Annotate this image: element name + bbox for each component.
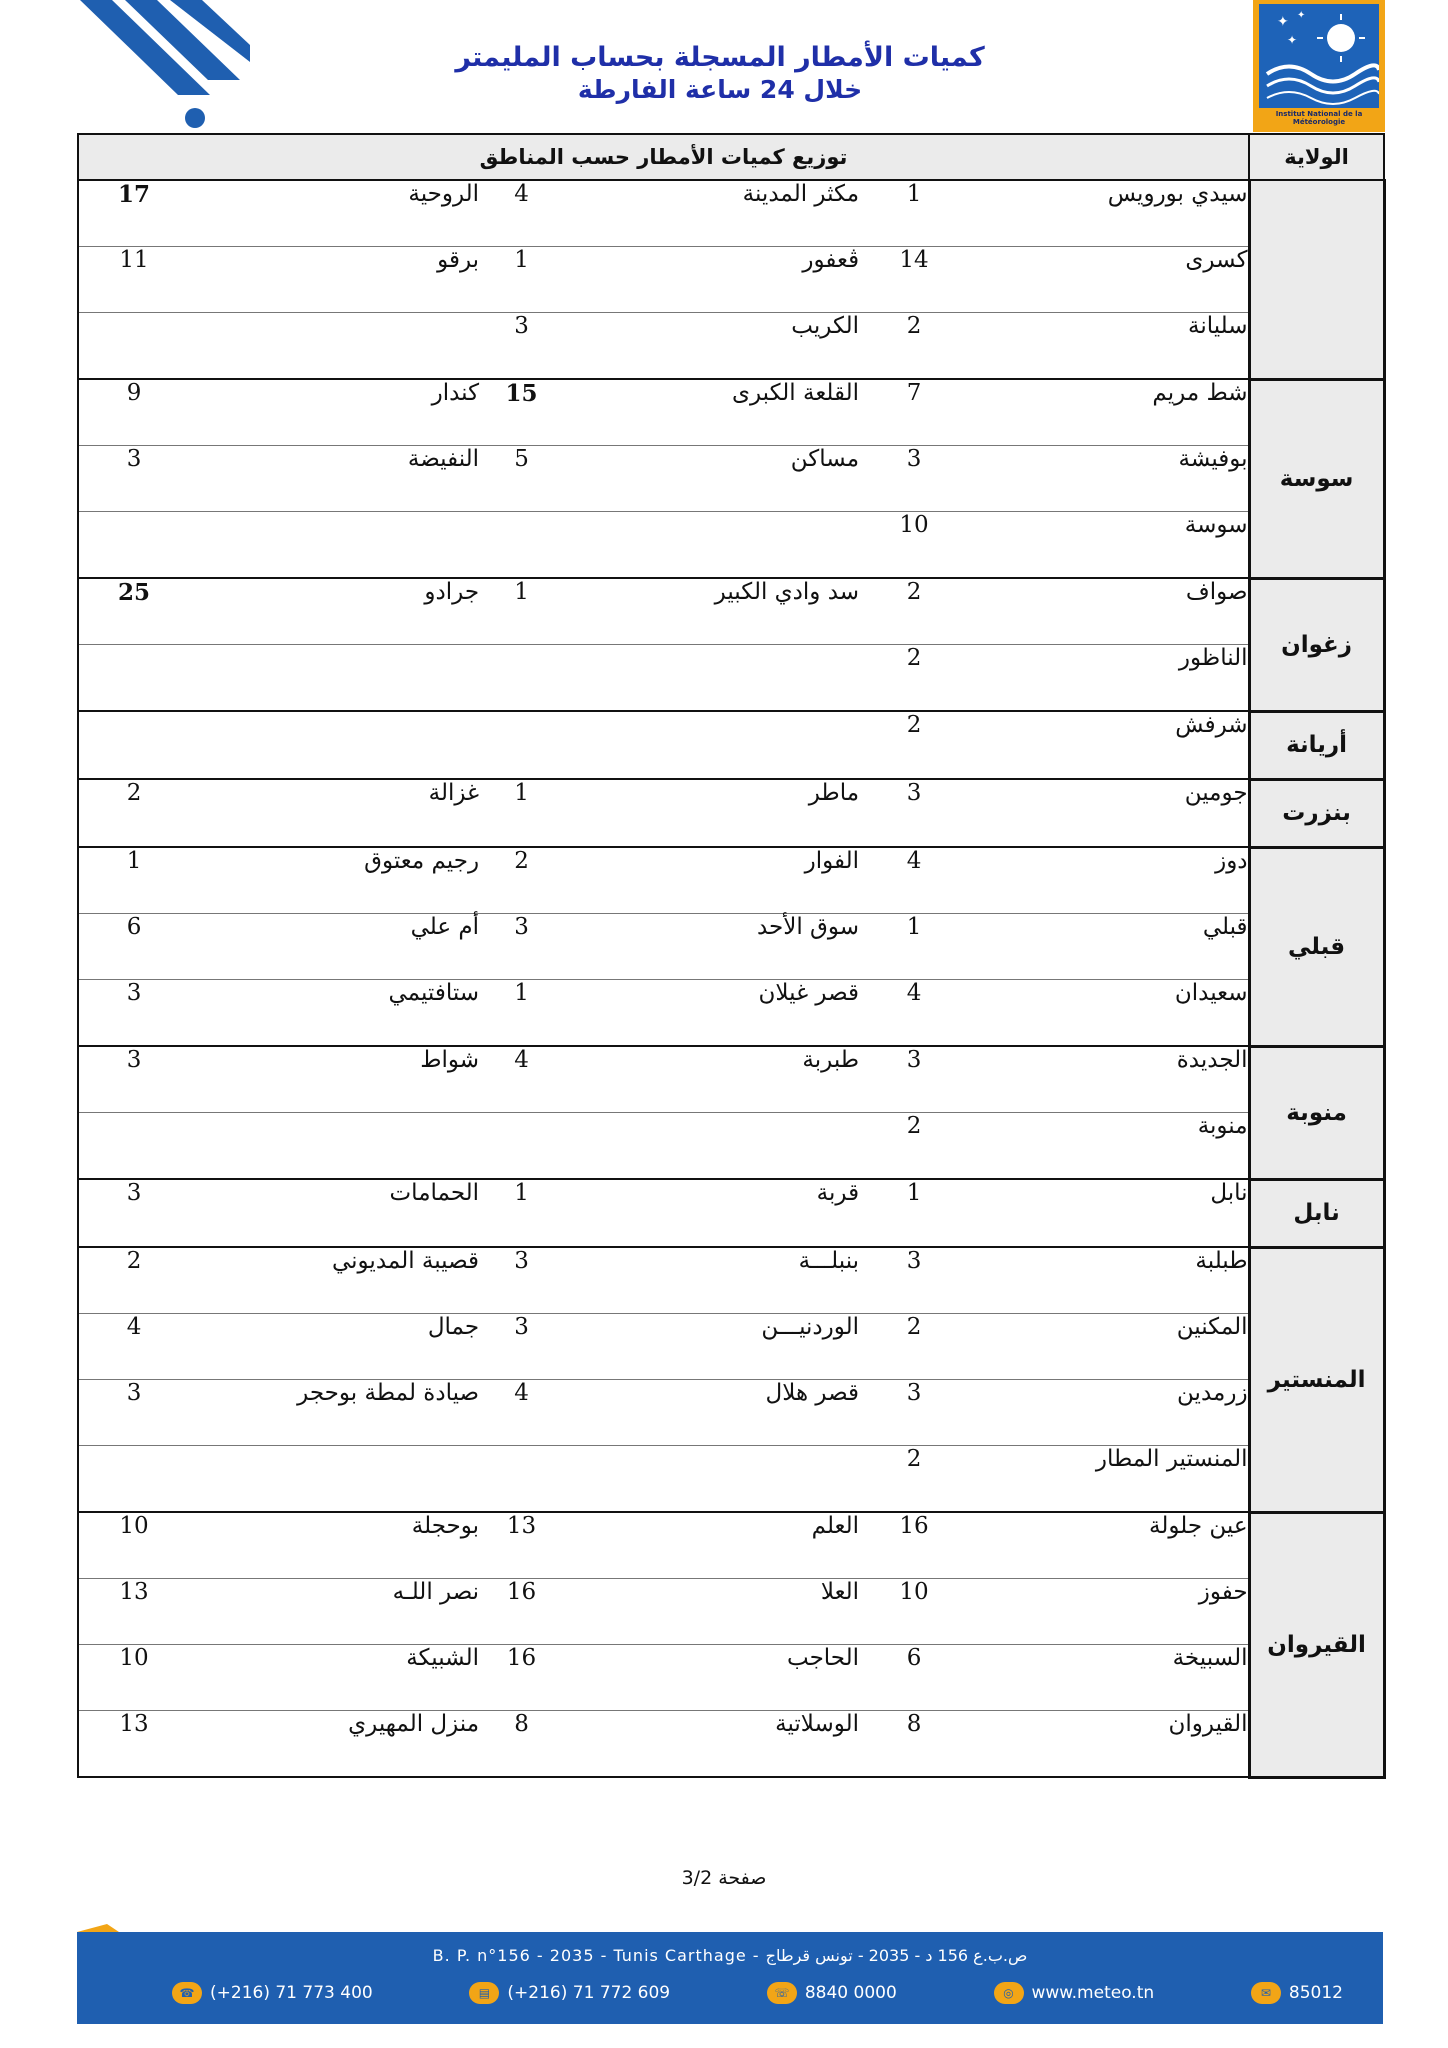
svg-text:✦: ✦ — [1277, 14, 1289, 30]
footer-contact-text: 85012 — [1288, 1983, 1343, 2003]
rainfall-value: 1 — [78, 847, 189, 914]
rainfall-value: 17 — [78, 180, 189, 247]
rainfall-value: 7 — [859, 379, 969, 446]
footer-contact — [994, 1982, 1155, 2004]
station-name: منوبة — [969, 1113, 1249, 1180]
station-name: ڤعفور — [564, 247, 859, 313]
station-name: جمال — [189, 1314, 479, 1380]
station-name: شرفش — [969, 711, 1249, 779]
hotline-icon: ☏ — [767, 1982, 797, 2004]
station-name: قصر غيلان — [564, 980, 859, 1047]
rainfall-value: 2 — [859, 1314, 969, 1380]
table-row — [78, 1113, 1384, 1180]
station-name: المنستير المطار — [969, 1446, 1249, 1513]
inm-logo — [1253, 0, 1385, 132]
station-name — [189, 645, 479, 712]
station-name: دوز — [969, 847, 1249, 914]
station-name: بوفيشة — [969, 446, 1249, 512]
region-cell: سوسة — [1249, 379, 1384, 578]
rainfall-table — [77, 133, 1386, 1779]
station-name: قبلي — [969, 914, 1249, 980]
station-name: جرادو — [189, 578, 479, 645]
table-row — [78, 779, 1384, 847]
footer-contact — [1251, 1982, 1343, 2004]
station-name: الوسلاتية — [564, 1711, 859, 1778]
station-name: المكنين — [969, 1314, 1249, 1380]
station-name: قربة — [564, 1179, 859, 1247]
table-row — [78, 847, 1384, 914]
table-row — [78, 1046, 1384, 1113]
table-row — [78, 711, 1384, 779]
station-name: حفوز — [969, 1579, 1249, 1645]
rainfall-value: 2 — [859, 711, 969, 779]
station-name: عين جلولة — [969, 1512, 1249, 1579]
table-row — [78, 180, 1384, 247]
rainfall-value: 4 — [479, 1046, 564, 1113]
station-name: الحاجب — [564, 1645, 859, 1711]
region-cell: نابل — [1249, 1179, 1384, 1247]
rainfall-value: 13 — [479, 1512, 564, 1579]
station-name: ستافتيمي — [189, 980, 479, 1047]
rainfall-value — [78, 512, 189, 579]
station-name: سوق الأحد — [564, 914, 859, 980]
footer-bar — [77, 1932, 1383, 2024]
rainfall-value: 4 — [479, 1380, 564, 1446]
station-name: جومين — [969, 779, 1249, 847]
station-name: سليانة — [969, 313, 1249, 380]
region-cell: القيروان — [1249, 1512, 1384, 1777]
region-cell: زغوان — [1249, 578, 1384, 711]
footer-contact-text: (+216) 71 773 400 — [210, 1983, 373, 2003]
rainfall-value: 1 — [479, 980, 564, 1047]
station-name: شط مريم — [969, 379, 1249, 446]
svg-text:✦: ✦ — [1287, 33, 1298, 47]
fax-icon: ▤ — [469, 1982, 499, 2004]
table-row — [78, 512, 1384, 579]
station-name: الجديدة — [969, 1046, 1249, 1113]
station-name: العلا — [564, 1579, 859, 1645]
footer-contacts — [172, 1982, 1343, 2004]
station-name: النفيضة — [189, 446, 479, 512]
station-name: قصر هلال — [564, 1380, 859, 1446]
rainfall-value: 3 — [479, 914, 564, 980]
table-row — [78, 1446, 1384, 1513]
region-cell — [1249, 180, 1384, 379]
stripes-logo-icon — [70, 0, 250, 135]
station-name: صواف — [969, 578, 1249, 645]
table-row — [78, 1179, 1384, 1247]
rainfall-value: 1 — [479, 779, 564, 847]
rainfall-value: 6 — [78, 914, 189, 980]
region-cell: المنستير — [1249, 1247, 1384, 1512]
rainfall-value: 25 — [78, 578, 189, 645]
table-row — [78, 980, 1384, 1047]
header-region: الولاية — [1249, 134, 1384, 180]
station-name: أم علي — [189, 914, 479, 980]
station-name: طبربة — [564, 1046, 859, 1113]
rainfall-value: 2 — [78, 779, 189, 847]
table-row — [78, 914, 1384, 980]
station-name: سعيدان — [969, 980, 1249, 1047]
station-name: كسرى — [969, 247, 1249, 313]
rainfall-value: 1 — [859, 180, 969, 247]
station-name: الكريب — [564, 313, 859, 380]
rainfall-value — [78, 313, 189, 380]
station-name: القلعة الكبرى — [564, 379, 859, 446]
rainfall-value — [479, 711, 564, 779]
region-cell: بنزرت — [1249, 779, 1384, 847]
rainfall-value: 16 — [479, 1645, 564, 1711]
footer-contact-text: (+216) 71 772 609 — [507, 1983, 671, 2003]
rainfall-value: 15 — [479, 379, 564, 446]
rainfall-value: 3 — [78, 1179, 189, 1247]
rainfall-value: 4 — [479, 180, 564, 247]
rainfall-value: 6 — [859, 1645, 969, 1711]
station-name: الوردنيـــن — [564, 1314, 859, 1380]
rainfall-value: 2 — [479, 847, 564, 914]
station-name: ماطر — [564, 779, 859, 847]
station-name: القيروان — [969, 1711, 1249, 1778]
table-row — [78, 578, 1384, 645]
station-name: السبيخة — [969, 1645, 1249, 1711]
rainfall-value: 16 — [859, 1512, 969, 1579]
table-row — [78, 645, 1384, 712]
region-cell: منوبة — [1249, 1046, 1384, 1179]
rainfall-value: 3 — [78, 1046, 189, 1113]
svg-text:✦: ✦ — [1297, 10, 1306, 21]
footer-contact — [469, 1982, 670, 2004]
rainfall-value: 8 — [859, 1711, 969, 1778]
footer-contact-text[interactable]: www.meteo.tn — [1031, 1983, 1155, 2003]
document-title: كميات الأمطار المسجلة بحساب المليمتر — [455, 42, 985, 73]
station-name — [189, 512, 479, 579]
rainfall-value: 1 — [859, 1179, 969, 1247]
rainfall-value: 10 — [859, 1579, 969, 1645]
rainfall-value: 3 — [859, 446, 969, 512]
table-row — [78, 1380, 1384, 1446]
rainfall-value: 3 — [859, 779, 969, 847]
rainfall-value: 13 — [78, 1579, 189, 1645]
rainfall-value: 3 — [78, 446, 189, 512]
rainfall-value: 1 — [859, 914, 969, 980]
rainfall-value: 3 — [479, 1314, 564, 1380]
rainfall-value — [78, 711, 189, 779]
table-row — [78, 1645, 1384, 1711]
rainfall-value: 1 — [479, 578, 564, 645]
rainfall-value: 10 — [859, 512, 969, 579]
table-row — [78, 446, 1384, 512]
station-name: برقو — [189, 247, 479, 313]
rainfall-value: 2 — [859, 1113, 969, 1180]
station-name: بنبلـــة — [564, 1247, 859, 1314]
rainfall-value: 8 — [479, 1711, 564, 1778]
station-name: الحمامات — [189, 1179, 479, 1247]
rainfall-value: 3 — [479, 313, 564, 380]
rainfall-value: 16 — [479, 1579, 564, 1645]
sun-waves-icon — [1259, 4, 1379, 108]
station-name — [564, 1446, 859, 1513]
rainfall-value: 3 — [859, 1380, 969, 1446]
rainfall-value: 10 — [78, 1645, 189, 1711]
rainfall-value: 1 — [479, 247, 564, 313]
table-row — [78, 313, 1384, 380]
footer-address: B. P. n°156 - 2035 - Tunis Carthage - ص.ب.ع 156 د - 2035 - تونس قرطاج — [432, 1946, 1028, 1965]
rainfall-value: 3 — [479, 1247, 564, 1314]
station-name: مساكن — [564, 446, 859, 512]
rainfall-value: 2 — [859, 645, 969, 712]
station-name — [564, 645, 859, 712]
rainfall-value: 3 — [78, 1380, 189, 1446]
rainfall-value: 1 — [479, 1179, 564, 1247]
station-name: العلم — [564, 1512, 859, 1579]
station-name — [189, 1446, 479, 1513]
station-name — [564, 512, 859, 579]
header-distribution: توزيع كميات الأمطار حسب المناطق — [78, 134, 1249, 180]
station-name: قصيبة المديوني — [189, 1247, 479, 1314]
footer-contact-text: 8840 0000 — [804, 1983, 897, 2003]
station-name: غزالة — [189, 779, 479, 847]
rainfall-value: 14 — [859, 247, 969, 313]
rainfall-value: 3 — [859, 1046, 969, 1113]
station-name: الشبيكة — [189, 1645, 479, 1711]
rainfall-value: 3 — [78, 980, 189, 1047]
rainfall-value — [78, 1446, 189, 1513]
rainfall-value: 11 — [78, 247, 189, 313]
table-row — [78, 1579, 1384, 1645]
station-name: كندار — [189, 379, 479, 446]
rainfall-value — [479, 1446, 564, 1513]
rainfall-value: 2 — [859, 1446, 969, 1513]
station-name: نابل — [969, 1179, 1249, 1247]
rainfall-value: 4 — [859, 980, 969, 1047]
rainfall-value: 5 — [479, 446, 564, 512]
rainfall-value: 2 — [78, 1247, 189, 1314]
table-row — [78, 1711, 1384, 1778]
rainfall-value: 3 — [859, 1247, 969, 1314]
station-name — [564, 1113, 859, 1180]
station-name: طبلبة — [969, 1247, 1249, 1314]
table-row — [78, 1314, 1384, 1380]
station-name: شواط — [189, 1046, 479, 1113]
table-row — [78, 1512, 1384, 1579]
station-name: بوحجلة — [189, 1512, 479, 1579]
globe-icon: ◎ — [994, 1982, 1024, 2004]
footer-contact — [767, 1982, 897, 2004]
rainfall-value: 2 — [859, 578, 969, 645]
station-name: الفوار — [564, 847, 859, 914]
page-number: صفحة 3/2 — [681, 1867, 767, 1889]
station-name: الروحية — [189, 180, 479, 247]
station-name: مكثر المدينة — [564, 180, 859, 247]
rainfall-value: 2 — [859, 313, 969, 380]
rainfall-value — [479, 1113, 564, 1180]
rainfall-value — [78, 645, 189, 712]
rainfall-value — [78, 1113, 189, 1180]
station-name — [189, 1113, 479, 1180]
logo-caption: Institut National de la Météorologie — [1275, 110, 1363, 126]
region-cell: أريانة — [1249, 711, 1384, 779]
rainfall-value: 10 — [78, 1512, 189, 1579]
phone-icon: ☎ — [172, 1982, 202, 2004]
rainfall-value: 13 — [78, 1711, 189, 1778]
sms-icon: ✉ — [1251, 1982, 1281, 2004]
station-name — [189, 711, 479, 779]
rainfall-value — [479, 645, 564, 712]
station-name — [564, 711, 859, 779]
rainfall-value: 4 — [78, 1314, 189, 1380]
station-name: نصر اللـه — [189, 1579, 479, 1645]
station-name: سوسة — [969, 512, 1249, 579]
station-name: صيادة لمطة بوحجر — [189, 1380, 479, 1446]
station-name: سيدي بورويس — [969, 180, 1249, 247]
document-subtitle: خلال 24 ساعة الفارطة — [577, 75, 863, 104]
table-row — [78, 247, 1384, 313]
table-row — [78, 379, 1384, 446]
rainfall-value — [479, 512, 564, 579]
table-header-row — [78, 134, 1384, 180]
station-name: الناظور — [969, 645, 1249, 712]
station-name: سد وادي الكبير — [564, 578, 859, 645]
rainfall-value: 4 — [859, 847, 969, 914]
region-cell: قبلي — [1249, 847, 1384, 1046]
table-body — [78, 180, 1384, 1777]
station-name — [189, 313, 479, 380]
station-name: رجيم معتوق — [189, 847, 479, 914]
footer-contact — [172, 1982, 373, 2004]
table-row — [78, 1247, 1384, 1314]
station-name: منزل المهيري — [189, 1711, 479, 1778]
station-name: زرمدين — [969, 1380, 1249, 1446]
rainfall-value: 9 — [78, 379, 189, 446]
